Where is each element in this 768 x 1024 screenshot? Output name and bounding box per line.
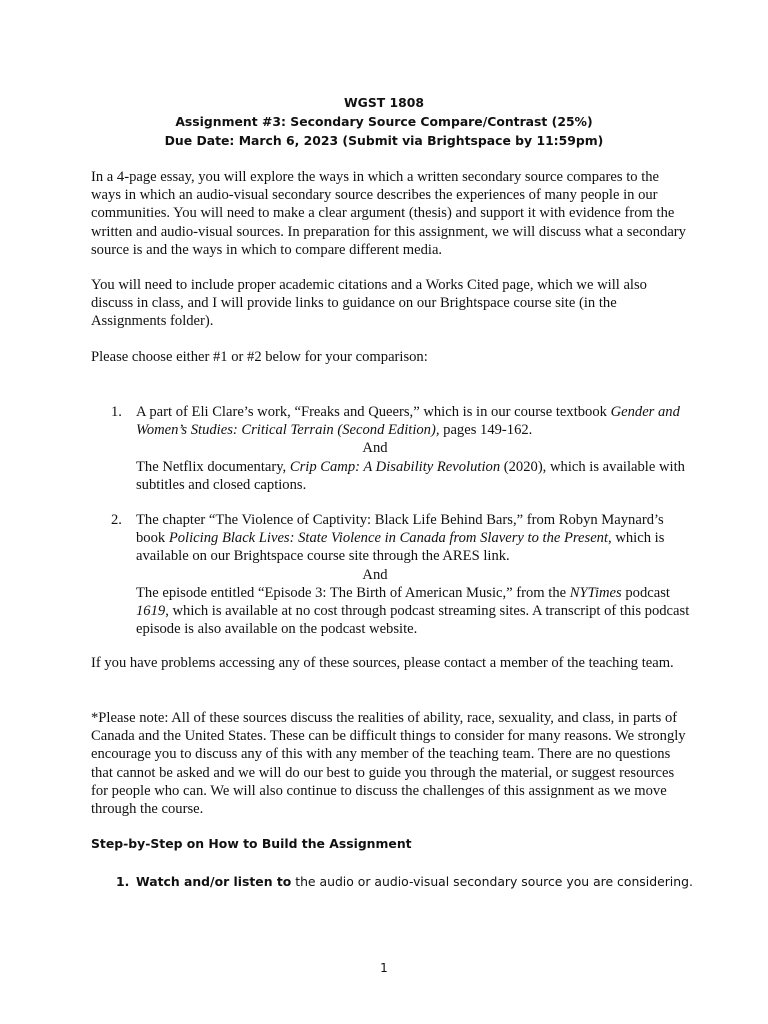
- option-2-podcast-title: 1619: [136, 603, 166, 620]
- page-number: 1: [380, 961, 388, 975]
- option-1-documentary-title: Crip Camp: A Disability Revolution: [289, 458, 501, 475]
- intro-paragraph: [91, 168, 691, 259]
- option-1-written-source: [136, 403, 691, 439]
- document-header: [0, 93, 768, 150]
- due-date: Due Date: March 6, 2023 (Submit via Brightspace by 11:59pm): [164, 133, 604, 148]
- option-2-podcast-label: podcast: [621, 584, 670, 601]
- option-2-written-text: The chapter “The Violence of Captivity: Black Life Behind Bars,” from Robyn Maynard’s book: [136, 512, 664, 547]
- note-text: *Please note: All of these sources discuss the realities of ability, race, sexuality, and class, in parts of Canada and the United States. These can be difficult things to consider for many reasons. We strongly encourage you to discuss any of this with any member of the teaching team. There are no questions that cannot be asked and we will do our best to guide you through the material, or suggest resources for people who can. We will also continue to discuss the challenges of this assignment as we move through the course.: [91, 710, 686, 818]
- choose-text: Please choose either #1 or #2 below for your comparison:: [91, 349, 428, 365]
- option-1-written-text: A part of Eli Clare’s work, “Freaks and Queers,” which is in our course textbook: [136, 404, 611, 420]
- note-paragraph: [91, 709, 691, 818]
- option-1-av-details: (2020), which is available with subtitles and closed captions.: [136, 458, 685, 493]
- step-1-action: Watch and/or listen to: [136, 874, 292, 889]
- choose-paragraph: [91, 348, 691, 366]
- citations-text: You will need to include proper academic citations and a Works Cited page, which we will also discuss in class, and I will provide links to guidance on our Brightspace course site (in the Assignments folder).: [91, 277, 647, 330]
- problems-paragraph: [91, 654, 691, 672]
- option-1-av-text: The Netflix documentary,: [136, 458, 290, 475]
- citations-paragraph: [91, 276, 691, 331]
- option-2-and: And: [362, 566, 388, 583]
- intro-text: In a 4-page essay, you will explore the ways in which a written secondary source compares to the ways in which an audio-visual secondary source describes the experiences of many people in our communities. You will need to make a clear argument (thesis) and support it with evidence from the written and audio-visual sources. In preparation for this assignment, we will discuss what a secondary source is and the ways in which to compare different media.: [91, 169, 686, 258]
- course-code: WGST 1808: [343, 95, 424, 110]
- option-1-and: And: [362, 440, 388, 457]
- option-2-content: [136, 511, 691, 638]
- option-2-written-source: [136, 511, 691, 566]
- option-2-availability: , which is available on our Brightspace course site through the ARES link.: [136, 530, 665, 565]
- option-1-pages: pages 149-162.: [439, 422, 533, 439]
- option-2-number: 2.: [111, 512, 122, 528]
- step-1-content: [136, 873, 693, 891]
- option-1-textbook-title: Gender and Women’s Studies: Critical Terrain (Second Edition),: [136, 404, 680, 439]
- option-2-av-details: , which is available at no cost through podcast streaming sites. A transcript of this podcast episode is also available on the podcast website.: [136, 603, 690, 638]
- problems-text: If you have problems accessing any of these sources, please contact a member of the teaching team.: [91, 655, 674, 671]
- option-1-content: [136, 403, 691, 494]
- option-2-publisher: NYTimes: [569, 584, 622, 601]
- option-2-av-source: [136, 584, 691, 639]
- steps-heading: Step-by-Step on How to Build the Assignment: [91, 836, 412, 851]
- step-1-number: 1.: [116, 874, 130, 889]
- option-1-number: 1.: [111, 404, 122, 420]
- step-1-text: the audio or audio-visual secondary source you are considering.: [291, 874, 693, 889]
- assignment-title: Assignment #3: Secondary Source Compare/Contrast (25%): [175, 114, 593, 129]
- option-2-av-text: The episode entitled “Episode 3: The Birth of American Music,” from the: [136, 584, 570, 601]
- option-2-book-title: Policing Black Lives: State Violence in Canada from Slavery to the Present: [168, 530, 609, 547]
- option-1-av-source: [136, 458, 691, 494]
